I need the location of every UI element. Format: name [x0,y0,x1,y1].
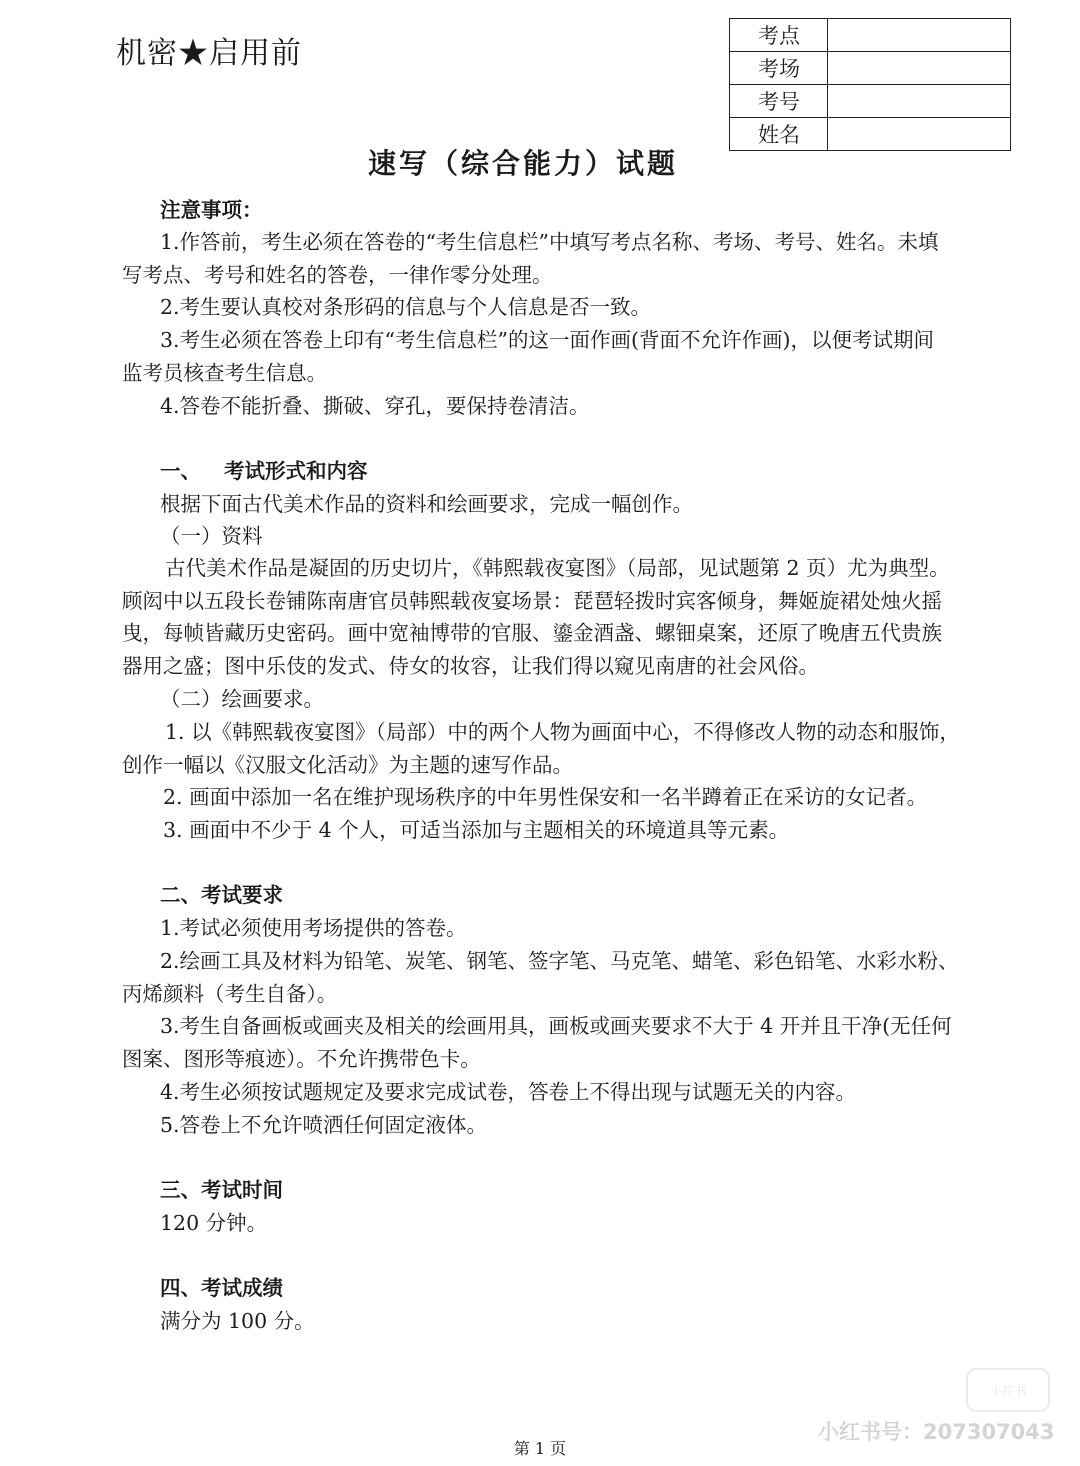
section1-number: 一、 [160,459,201,483]
section2-line: 3.考生自备画板或画夹及相关的绘画用具，画板或画夹要求不大于 4 开并且干净(无任何 [160,1014,952,1038]
material-line: 古代美术作品是凝固的历史切片，《韩熙载夜宴图》（局部，见试题第 2 页）尤为典型。 [165,556,950,580]
requirement-label: （二）绘画要求。 [160,687,324,711]
info-label: 姓名 [730,118,828,151]
section1-intro: 根据下面古代美术作品的资料和绘画要求，完成一幅创作。 [160,492,693,516]
section2-line: 4.考生必须按试题规定及要求完成试卷，答卷上不得出现与试题无关的内容。 [160,1080,857,1104]
info-row-exam-site [730,19,1011,52]
section4-text: 满分为 100 分。 [160,1309,315,1333]
notes-line: 1.作答前，考生必须在答卷的“考生信息栏”中填写考点名称、考场、考号、姓名。未填 [160,230,939,254]
notes-heading: 注意事项： [160,198,263,222]
section3-text: 120 分钟。 [160,1211,268,1235]
material-line: 器用之盛；图中乐伎的发式、侍女的妆容，让我们得以窥见南唐的社会风俗。 [122,654,819,678]
section2-line: 2.绘画工具及材料为铅笔、炭笔、钢笔、签字笔、马克笔、蜡笔、彩色铅笔、水彩水粉、 [160,949,959,973]
section3-heading: 三、考试时间 [160,1178,283,1202]
info-value-field [828,52,1011,85]
material-label: （一）资料 [160,524,263,548]
section2-line: 1.考试必须使用考场提供的答卷。 [160,916,467,940]
info-label: 考场 [730,52,828,85]
section2-line: 5.答卷上不允许喷洒任何固定液体。 [160,1113,488,1137]
info-value-field [828,19,1011,52]
page-number: 第 1 页 [513,1439,567,1458]
candidate-info-table [729,18,1011,151]
section2-line: 图案、图形等痕迹）。不允许携带色卡。 [122,1047,481,1071]
notes-line: 4.答卷不能折叠、撕破、穿孔，要保持卷清洁。 [160,394,590,418]
requirement-line: 3. 画面中不少于 4 个人，可适当添加与主题相关的环境道具等元素。 [163,818,790,842]
section4-heading: 四、考试成绩 [160,1276,283,1300]
notes-line: 2.考生要认真校对条形码的信息与个人信息是否一致。 [160,295,652,319]
notes-line: 写考点、考号和姓名的答卷，一律作零分处理。 [122,263,553,287]
exam-title: 速写（综合能力）试题 [367,147,678,180]
info-row-exam-room [730,52,1011,85]
requirement-line: 2. 画面中添加一名在维护现场秩序的中年男性保安和一名半蹲着正在采访的女记者。 [163,785,928,809]
watermark-logo: 小红书 [966,1368,1050,1412]
material-line: 顾闳中以五段长卷铺陈南唐官员韩熙载夜宴场景：琵琶轻拨时宾客倾身，舞姬旋裙处烛火摇 [122,589,942,613]
section1-heading: 考试形式和内容 [224,459,368,483]
material-line: 曳，每帧皆藏历史密码。画中宽袖博带的官服、鎏金酒盏、螺钿桌案，还原了晚唐五代贵族 [122,621,942,645]
watermark-text: 小红书号：207307043 [818,1420,1055,1444]
info-label: 考号 [730,85,828,118]
info-value-field [828,85,1011,118]
notes-line: 监考员核查考生信息。 [122,361,327,385]
confidential-label: 机密★启用前 [116,36,302,71]
info-row-exam-number [730,85,1011,118]
requirement-line: 创作一幅以《汉服文化活动》为主题的速写作品。 [122,753,573,777]
info-label: 考点 [730,19,828,52]
section2-line: 丙烯颜料（考生自备）。 [122,982,338,1006]
section2-heading: 二、考试要求 [160,883,283,907]
requirement-line: 1. 以《韩熙载夜宴图》（局部）中的两个人物为画面中心，不得修改人物的动态和服饰， [165,720,960,744]
notes-line: 3.考生必须在答卷上印有“考生信息栏”的这一面作画(背面不允许作画)，以便考试期间 [160,328,935,352]
